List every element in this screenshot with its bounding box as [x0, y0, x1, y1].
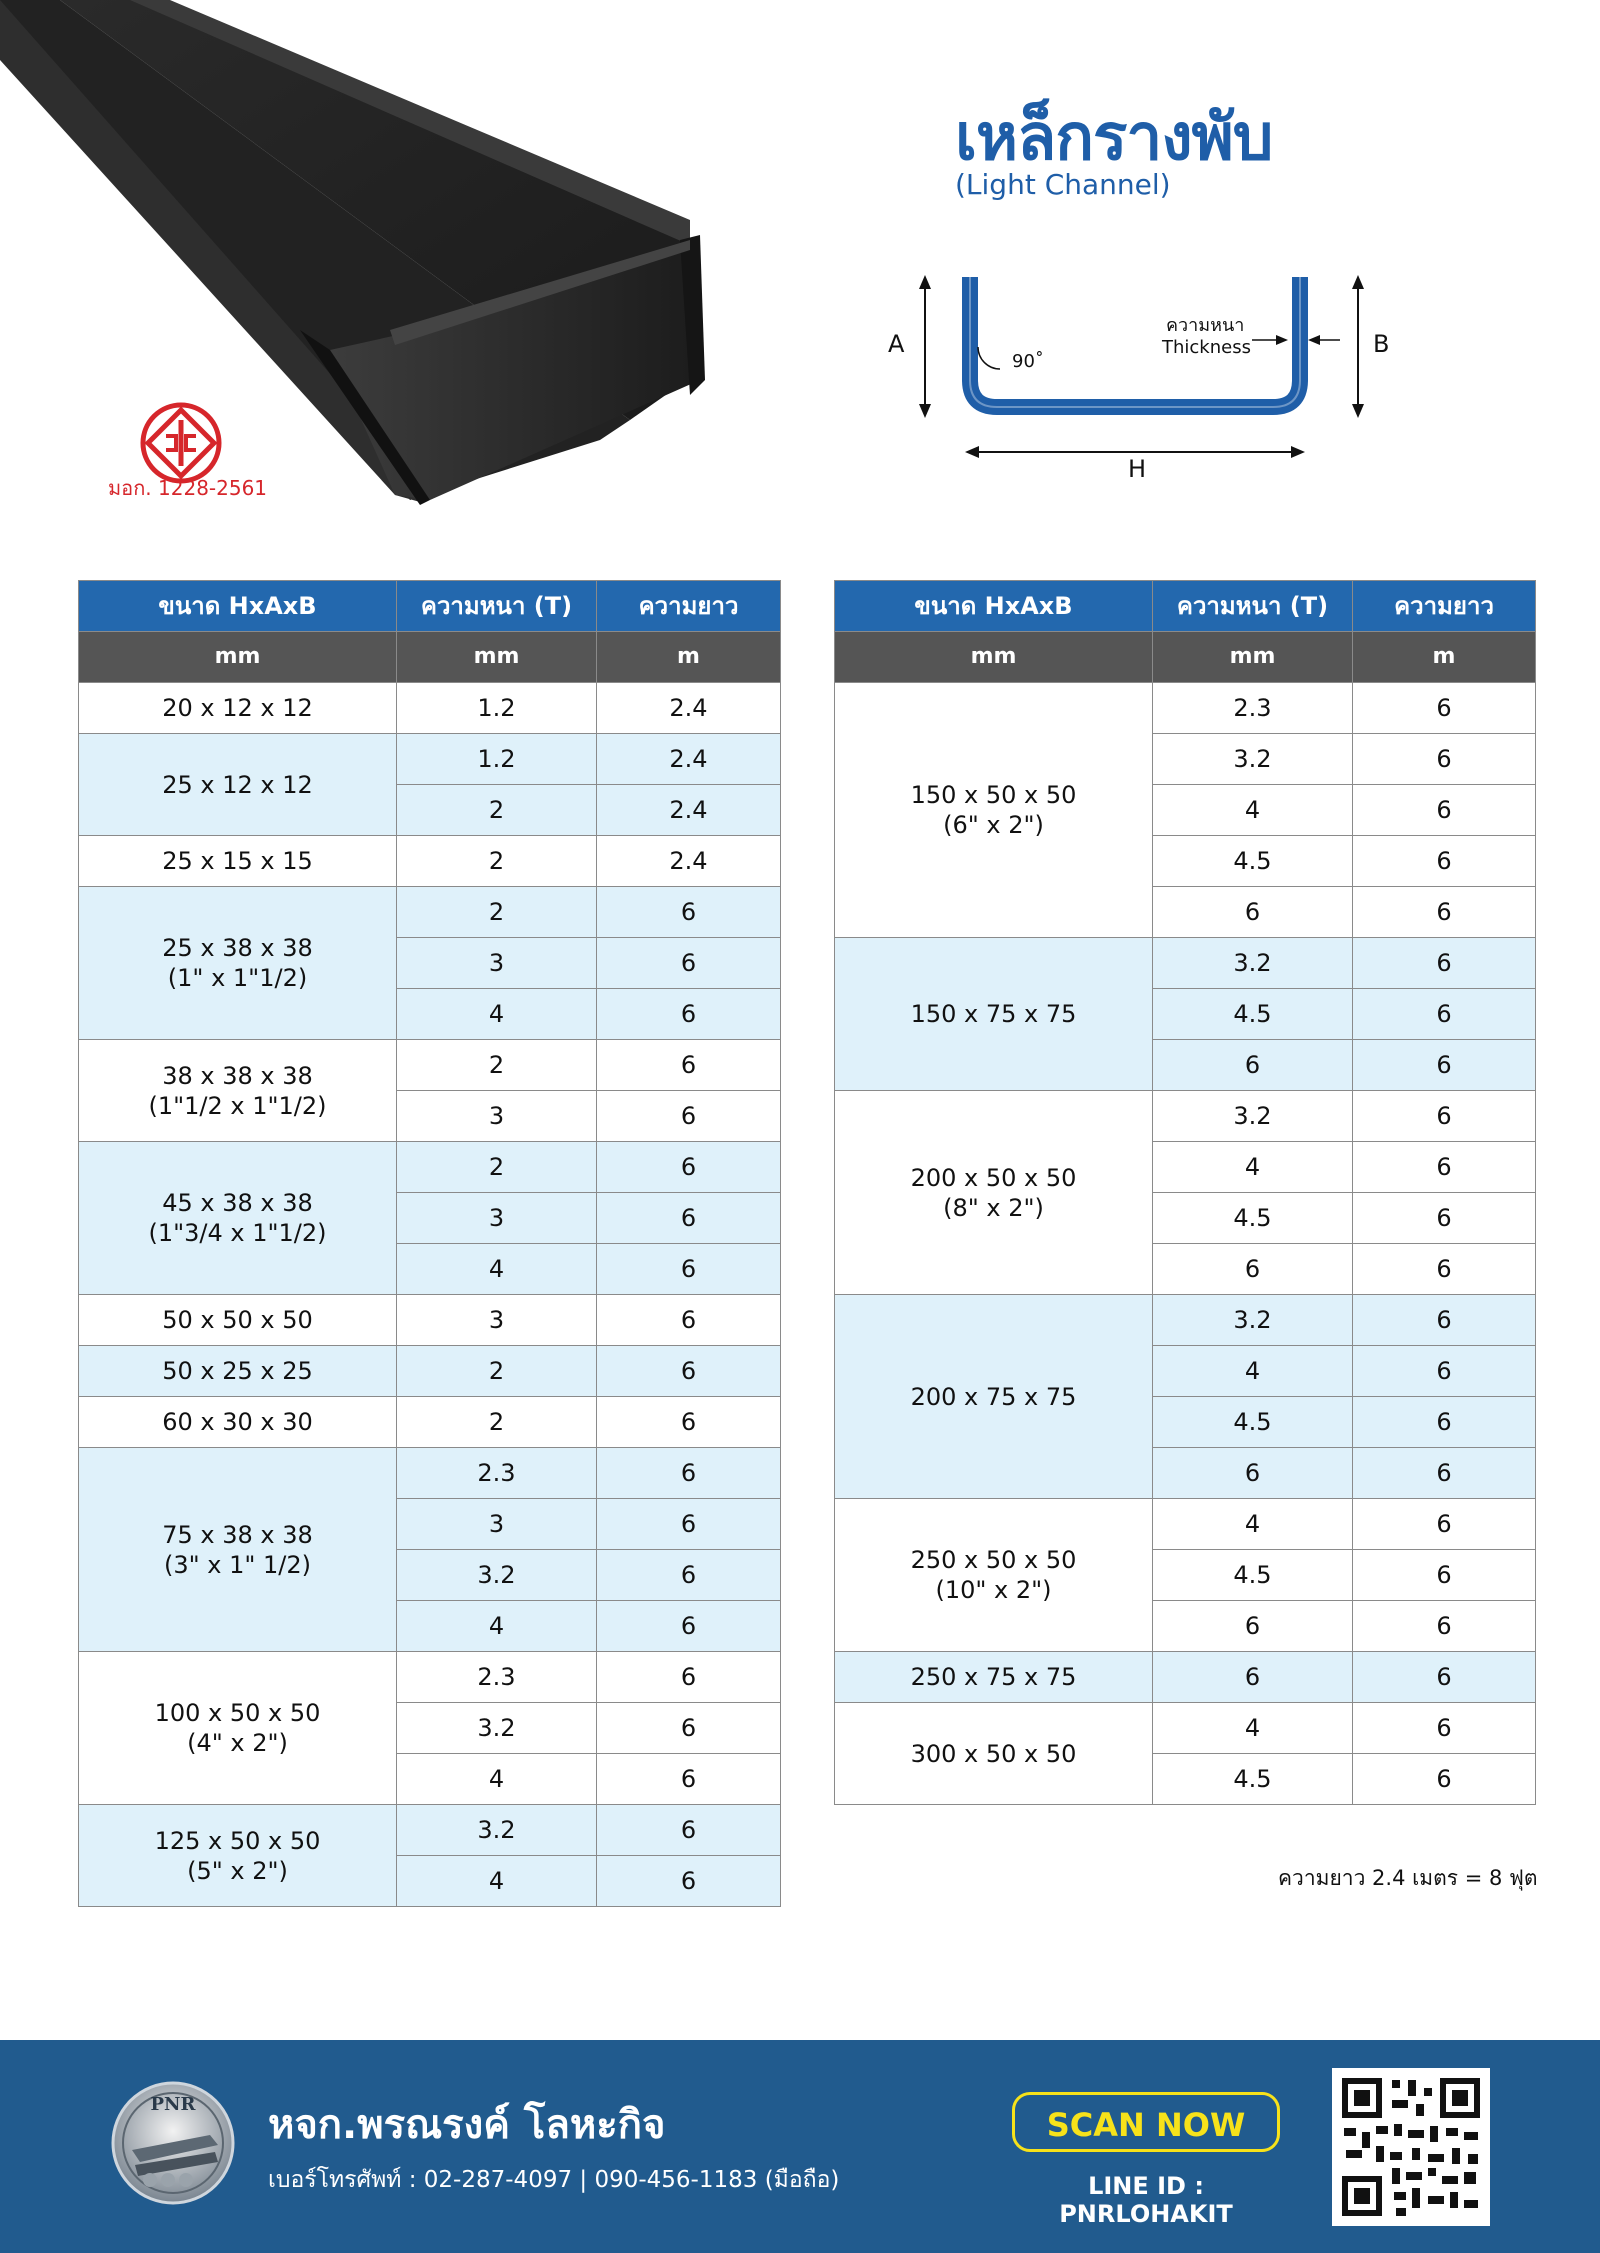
spec-table-left	[78, 580, 781, 1907]
size-cell: 150 x 75 x 75	[835, 938, 1153, 1091]
pnr-logo	[110, 2080, 236, 2206]
thickness-cell: 2	[397, 1142, 597, 1193]
thickness-cell: 4.5	[1153, 1397, 1353, 1448]
table-row	[835, 1499, 1536, 1550]
unit-size: mm	[79, 632, 397, 683]
thickness-label-th: ความหนา	[1166, 315, 1245, 336]
size-cell: 250 x 50 x 50 (10" x 2")	[835, 1499, 1153, 1652]
thickness-cell: 3.2	[397, 1703, 597, 1754]
size-cell: 50 x 25 x 25	[79, 1346, 397, 1397]
length-cell: 6	[597, 1193, 781, 1244]
thickness-cell: 2	[397, 785, 597, 836]
thickness-cell: 2.3	[1153, 683, 1353, 734]
thickness-cell: 1.2	[397, 683, 597, 734]
length-cell: 6	[1353, 1448, 1536, 1499]
thickness-cell: 6	[1153, 1448, 1353, 1499]
thickness-cell: 2	[397, 1040, 597, 1091]
header-thickness: ความหนา (T)	[1153, 581, 1353, 632]
unit-length: m	[1353, 632, 1536, 683]
angle-label: 90˚	[1012, 351, 1044, 372]
length-cell: 6	[1353, 1193, 1536, 1244]
thickness-cell: 3	[397, 1499, 597, 1550]
thickness-cell: 4	[397, 1244, 597, 1295]
table-body	[835, 683, 1536, 1805]
thickness-cell: 2	[397, 836, 597, 887]
length-cell: 2.4	[597, 734, 781, 785]
size-cell: 38 x 38 x 38 (1"1/2 x 1"1/2)	[79, 1040, 397, 1142]
thickness-cell: 2	[397, 1397, 597, 1448]
pnr-logo-text: PNR	[150, 2094, 196, 2115]
label-h: H	[1128, 455, 1147, 483]
length-cell: 2.4	[597, 683, 781, 734]
table-row	[79, 1040, 781, 1091]
length-cell: 6	[597, 1703, 781, 1754]
table-row	[835, 683, 1536, 734]
length-cell: 6	[1353, 1499, 1536, 1550]
unit-length: m	[597, 632, 781, 683]
page-subtitle: (Light Channel)	[955, 168, 1171, 201]
size-cell: 200 x 75 x 75	[835, 1295, 1153, 1499]
line-id: LINE ID : PNRLOHAKIT	[1059, 2172, 1233, 2228]
table-row	[835, 1295, 1536, 1346]
unit-size: mm	[835, 632, 1153, 683]
size-cell: 300 x 50 x 50	[835, 1703, 1153, 1805]
thickness-cell: 2.3	[397, 1652, 597, 1703]
header-thickness: ความหนา (T)	[397, 581, 597, 632]
thickness-cell: 2.3	[397, 1448, 597, 1499]
length-cell: 6	[1353, 1397, 1536, 1448]
length-cell: 6	[597, 1448, 781, 1499]
light-channel-product-image	[0, 0, 720, 510]
thickness-cell: 3.2	[397, 1805, 597, 1856]
length-cell: 6	[597, 989, 781, 1040]
length-cell: 6	[597, 1652, 781, 1703]
thickness-cell: 3.2	[1153, 1295, 1353, 1346]
size-cell: 25 x 15 x 15	[79, 836, 397, 887]
label-a: A	[888, 330, 905, 358]
length-cell: 6	[597, 1397, 781, 1448]
thickness-cell: 3.2	[1153, 1091, 1353, 1142]
table-row	[835, 1652, 1536, 1703]
length-cell: 2.4	[597, 836, 781, 887]
thickness-cell: 6	[1153, 1652, 1353, 1703]
table-row	[79, 1295, 781, 1346]
length-cell: 6	[1353, 1550, 1536, 1601]
thickness-cell: 6	[1153, 887, 1353, 938]
length-cell: 6	[597, 887, 781, 938]
thickness-cell: 4.5	[1153, 989, 1353, 1040]
table-row	[79, 1805, 781, 1856]
length-cell: 6	[1353, 683, 1536, 734]
table-row	[835, 938, 1536, 989]
thickness-cell: 4.5	[1153, 1550, 1353, 1601]
length-cell: 6	[597, 1856, 781, 1907]
length-cell: 6	[1353, 1244, 1536, 1295]
length-cell: 6	[1353, 1091, 1536, 1142]
thickness-cell: 6	[1153, 1244, 1353, 1295]
thickness-cell: 1.2	[397, 734, 597, 785]
thickness-cell: 6	[1153, 1040, 1353, 1091]
company-name: หจก.พรณรงค์ โลหะกิจ	[268, 2102, 666, 2148]
length-cell: 6	[1353, 1652, 1536, 1703]
length-cell: 6	[1353, 938, 1536, 989]
length-cell: 6	[1353, 1040, 1536, 1091]
table-row	[79, 683, 781, 734]
length-cell: 6	[597, 1142, 781, 1193]
table-body	[79, 683, 781, 1907]
size-cell: 75 x 38 x 38 (3" x 1" 1/2)	[79, 1448, 397, 1652]
size-cell: 200 x 50 x 50 (8" x 2")	[835, 1091, 1153, 1295]
size-cell: 150 x 50 x 50 (6" x 2")	[835, 683, 1153, 938]
header-length: ความยาว	[597, 581, 781, 632]
header-size: ขนาด HxAxB	[835, 581, 1153, 632]
length-cell: 6	[1353, 989, 1536, 1040]
header-size: ขนาด HxAxB	[79, 581, 397, 632]
thickness-cell: 4.5	[1153, 836, 1353, 887]
table-row	[79, 1652, 781, 1703]
thickness-cell: 3	[397, 1193, 597, 1244]
size-cell: 25 x 12 x 12	[79, 734, 397, 836]
size-cell: 45 x 38 x 38 (1"3/4 x 1"1/2)	[79, 1142, 397, 1295]
length-cell: 6	[597, 1040, 781, 1091]
thickness-label-en: Thickness	[1162, 337, 1251, 358]
length-cell: 6	[597, 1805, 781, 1856]
table-row	[79, 887, 781, 938]
company-phone: เบอร์โทรศัพท์ : 02-287-4097 | 090-456-1183 (มือถือ)	[268, 2167, 840, 2193]
thickness-cell: 4.5	[1153, 1193, 1353, 1244]
length-cell: 6	[597, 1295, 781, 1346]
length-cell: 6	[1353, 1346, 1536, 1397]
length-cell: 6	[597, 1550, 781, 1601]
table-row	[835, 1091, 1536, 1142]
length-cell: 6	[597, 1499, 781, 1550]
scan-now-button[interactable]: SCAN NOW	[1012, 2092, 1280, 2152]
thickness-cell: 4	[397, 989, 597, 1040]
qr-code[interactable]	[1332, 2068, 1490, 2226]
thickness-cell: 3	[397, 938, 597, 989]
length-cell: 6	[1353, 1601, 1536, 1652]
size-cell: 20 x 12 x 12	[79, 683, 397, 734]
size-cell: 50 x 50 x 50	[79, 1295, 397, 1346]
unit-thickness: mm	[397, 632, 597, 683]
thickness-cell: 4	[1153, 1346, 1353, 1397]
thickness-cell: 4	[397, 1856, 597, 1907]
length-cell: 6	[1353, 785, 1536, 836]
size-cell: 125 x 50 x 50 (5" x 2")	[79, 1805, 397, 1907]
length-cell: 6	[1353, 1703, 1536, 1754]
thickness-cell: 3	[397, 1091, 597, 1142]
length-cell: 6	[597, 1091, 781, 1142]
thickness-cell: 2	[397, 887, 597, 938]
table-row	[79, 1346, 781, 1397]
spec-table-right	[834, 580, 1536, 1805]
length-cell: 6	[597, 1244, 781, 1295]
thickness-cell: 4	[1153, 1142, 1353, 1193]
length-cell: 2.4	[597, 785, 781, 836]
thickness-cell: 4	[1153, 1703, 1353, 1754]
length-cell: 6	[1353, 887, 1536, 938]
length-cell: 6	[1353, 1754, 1536, 1805]
size-cell: 100 x 50 x 50 (4" x 2")	[79, 1652, 397, 1805]
header-length: ความยาว	[1353, 581, 1536, 632]
unit-thickness: mm	[1153, 632, 1353, 683]
thickness-cell: 4	[1153, 785, 1353, 836]
table-row	[79, 1397, 781, 1448]
thickness-cell: 3	[397, 1295, 597, 1346]
length-cell: 6	[597, 1346, 781, 1397]
table-row	[79, 1142, 781, 1193]
label-b: B	[1373, 330, 1390, 358]
standard-code: มอก. 1228-2561	[108, 476, 268, 500]
thickness-cell: 4.5	[1153, 1754, 1353, 1805]
size-cell: 25 x 38 x 38 (1" x 1"1/2)	[79, 887, 397, 1040]
channel-dimension-diagram	[870, 255, 1410, 495]
size-cell: 250 x 75 x 75	[835, 1652, 1153, 1703]
length-cell: 6	[597, 1754, 781, 1805]
thickness-cell: 6	[1153, 1601, 1353, 1652]
thickness-cell: 4	[397, 1601, 597, 1652]
length-cell: 6	[1353, 836, 1536, 887]
length-cell: 6	[1353, 1142, 1536, 1193]
thickness-cell: 4	[397, 1754, 597, 1805]
page-title: เหล็กรางพับ	[955, 101, 1273, 175]
length-cell: 6	[1353, 734, 1536, 785]
thickness-cell: 2	[397, 1346, 597, 1397]
table-row	[79, 1448, 781, 1499]
thickness-cell: 3.2	[397, 1550, 597, 1601]
length-cell: 6	[597, 1601, 781, 1652]
thickness-cell: 3.2	[1153, 938, 1353, 989]
length-note: ความยาว 2.4 เมตร = 8 ฟุต	[1278, 1866, 1538, 1890]
table-row	[79, 734, 781, 785]
size-cell: 60 x 30 x 30	[79, 1397, 397, 1448]
thickness-cell: 3.2	[1153, 734, 1353, 785]
length-cell: 6	[597, 938, 781, 989]
table-row	[79, 836, 781, 887]
table-row	[835, 1703, 1536, 1754]
length-cell: 6	[1353, 1295, 1536, 1346]
thickness-cell: 4	[1153, 1499, 1353, 1550]
